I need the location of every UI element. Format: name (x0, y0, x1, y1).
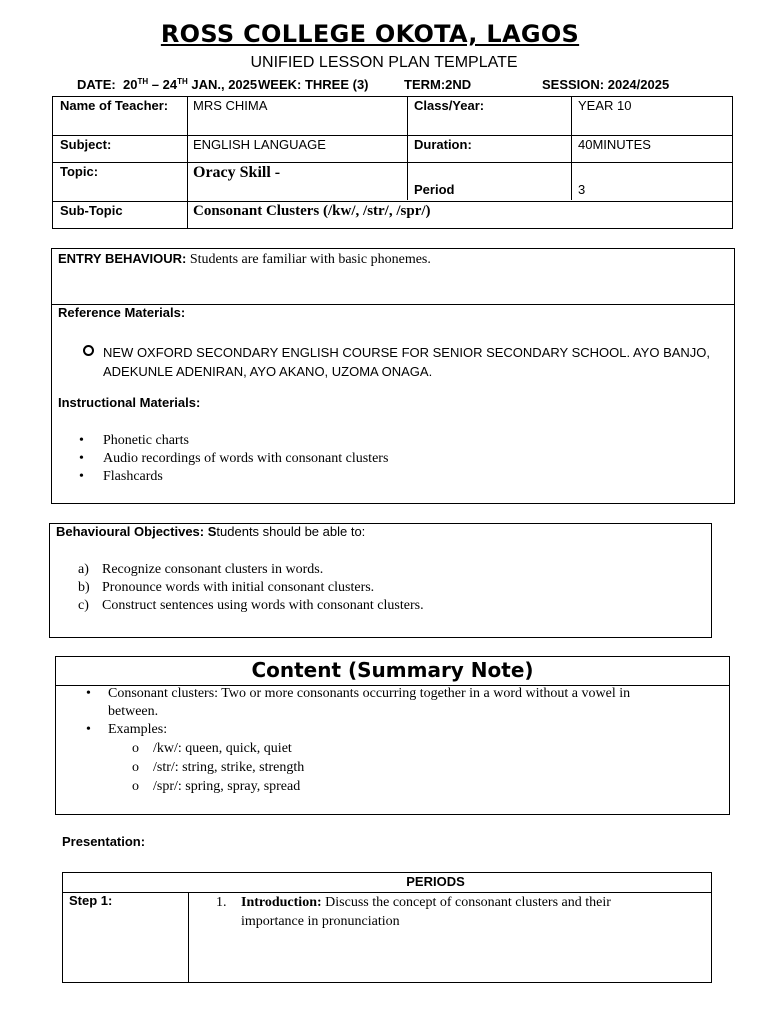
list-item-text: Recognize consonant clusters in words. (102, 562, 324, 577)
period-label: Period (414, 182, 455, 197)
week: WEEK: THREE (3) (258, 77, 369, 92)
content-title: Content (Summary Note) (56, 657, 729, 686)
objectives-list (78, 561, 424, 615)
school-title: ROSS COLLEGE OKOTA, LAGOS (160, 20, 580, 48)
item-title: Introduction: (241, 895, 322, 910)
list-item-text: Audio recordings of words with consonant clusters (103, 451, 389, 466)
entry-label: ENTRY BEHAVIOUR: (58, 251, 187, 266)
template-title: UNIFIED LESSON PLAN TEMPLATE (250, 54, 518, 71)
entry-text: Students are familiar with basic phonemes. (186, 252, 431, 267)
list-item (86, 721, 630, 739)
content-body (86, 685, 630, 796)
item-text-line1: Discuss the concept of consonant clusters and their (321, 895, 611, 910)
duration-value: 40MINUTES (578, 137, 651, 152)
reference-text (103, 343, 710, 381)
step-label: Step 1: (69, 893, 113, 908)
list-item (86, 759, 630, 777)
reference-label: Reference Materials: (58, 305, 186, 320)
step-content (216, 893, 611, 931)
class-value: YEAR 10 (578, 98, 632, 113)
term: TERM:2ND (404, 77, 472, 92)
reference-line2: ADEKUNLE ADENIRAN, AYO AKANO, UZOMA ONAGA. (103, 364, 433, 379)
instructional-label: Instructional Materials: (58, 395, 201, 410)
list-item-text: Examples: (108, 722, 168, 737)
list-item (86, 740, 630, 758)
list-item-text: Phonetic charts (103, 433, 189, 448)
entry-behaviour (58, 251, 431, 268)
bullet-icon: • (79, 451, 84, 466)
item-number: 1. (216, 895, 227, 910)
list-item (86, 778, 630, 796)
periods-header (63, 873, 711, 893)
list-item (78, 597, 424, 615)
list-item-text: Consonant clusters: Two or more consonants occurring together in a word without a vowel in (108, 686, 631, 701)
date-line (77, 77, 257, 92)
item-text-line2: importance in pronunciation (241, 914, 400, 929)
objectives-label: Behavioural Objectives: S (56, 524, 217, 539)
teacher-value: MRS CHIMA (193, 98, 268, 113)
sub-marker: o (132, 779, 139, 794)
content-box (55, 656, 730, 815)
objectives-intro: tudents should be able to: (216, 524, 366, 539)
subject-value: ENGLISH LANGUAGE (193, 137, 326, 152)
list-item-text: Flashcards (103, 469, 163, 484)
list-item-text: /str/: string, strike, strength (153, 760, 305, 775)
date-sup2: TH (177, 77, 188, 86)
bullet-icon: • (79, 469, 84, 484)
bullet-icon: • (86, 686, 91, 701)
sub-marker: o (132, 760, 139, 775)
objectives-heading (56, 524, 365, 539)
subject-label: Subject: (60, 137, 112, 152)
list-marker: a) (78, 562, 89, 577)
list-item-text: between. (108, 704, 159, 719)
objectives-box (49, 523, 712, 638)
list-item (86, 685, 630, 721)
presentation-label: Presentation: (62, 834, 146, 849)
list-item (79, 468, 388, 486)
date-rest: JAN., 2025 (187, 77, 258, 92)
list-item-text: /kw/: queen, quick, quiet (153, 741, 292, 756)
list-item (78, 561, 424, 579)
list-item-text: Construct sentences using words with consonant clusters. (102, 598, 424, 613)
date-sup1: TH (137, 77, 149, 86)
list-item (78, 579, 424, 597)
list-marker: b) (78, 580, 90, 595)
teacher-label: Name of Teacher: (60, 98, 169, 113)
info-table (52, 96, 733, 229)
sub-marker: o (132, 741, 139, 756)
date-dash: – 24 (148, 77, 178, 92)
topic-value: Oracy Skill - (193, 164, 281, 181)
session: SESSION: 2024/2025 (542, 77, 670, 92)
list-item-text: Pronounce words with initial consonant clusters. (102, 580, 375, 595)
list-item-text: /spr/: spring, spray, spread (153, 779, 301, 794)
date-day1: 20 (123, 77, 138, 92)
subtopic-value: Consonant Clusters (/kw/, /str/, /spr/) (193, 203, 431, 219)
date-label: DATE: (77, 77, 116, 92)
reference-line1: NEW OXFORD SECONDARY ENGLISH COURSE FOR SENIOR SECONDARY SCHOOL. AYO BANJO, (103, 345, 711, 360)
duration-label: Duration: (414, 137, 472, 152)
list-item (79, 432, 388, 450)
periods-table (62, 872, 712, 983)
entry-materials-box (51, 248, 735, 504)
class-label: Class/Year: (414, 98, 485, 113)
bullet-icon: • (86, 722, 91, 737)
bullet-icon: • (79, 433, 84, 448)
period-value: 3 (578, 182, 586, 197)
circle-bullet-icon (83, 345, 94, 356)
list-item (79, 450, 388, 468)
topic-label: Topic: (60, 164, 99, 179)
instructional-list (79, 432, 388, 486)
subtopic-label: Sub-Topic (60, 203, 123, 218)
periods-header-text: PERIODS (406, 874, 465, 889)
list-marker: c) (78, 598, 89, 613)
